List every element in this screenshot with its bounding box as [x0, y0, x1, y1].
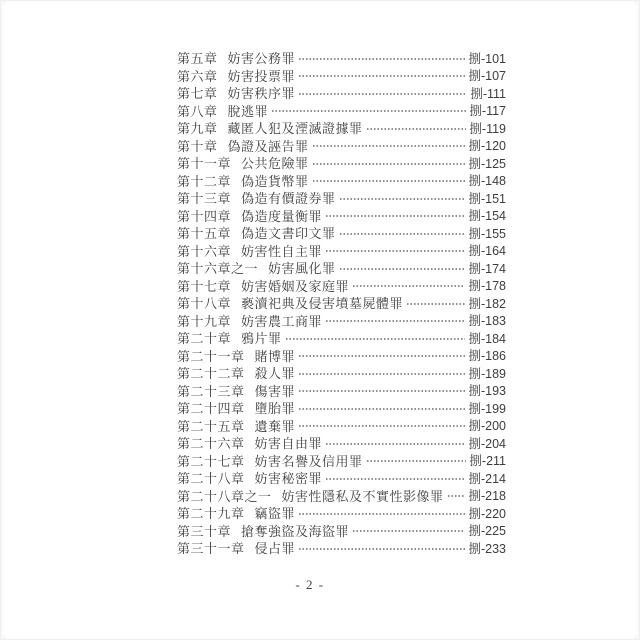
chapter-title: 偽造度量衡罪	[241, 208, 323, 224]
table-of-contents	[177, 49, 506, 557]
page-reference: 捌-220	[468, 506, 506, 521]
chapter-title: 脫逃罪	[227, 103, 269, 119]
page-reference: 捌-125	[468, 156, 506, 171]
toc-row	[177, 49, 506, 67]
chapter-number: 第六章	[177, 68, 218, 84]
toc-row	[177, 434, 506, 452]
dot-leader	[271, 105, 466, 117]
toc-row	[177, 294, 506, 312]
toc-row	[177, 452, 506, 470]
toc-row	[177, 242, 506, 260]
toc-row	[177, 382, 506, 400]
dot-leader	[298, 385, 465, 397]
toc-row	[177, 154, 506, 172]
dot-leader	[298, 543, 465, 555]
chapter-title: 偽造貨幣罪	[241, 173, 309, 189]
chapter-number: 第十七章	[177, 278, 232, 294]
toc-row	[177, 207, 506, 225]
chapter-number: 第十三章	[177, 191, 232, 207]
page-reference: 捌-186	[468, 349, 506, 364]
chapter-title: 賭博罪	[254, 348, 296, 364]
page-reference: 捌-155	[468, 226, 506, 241]
toc-row	[177, 522, 506, 540]
toc-row	[177, 539, 506, 557]
chapter-title: 妨害公務罪	[227, 51, 296, 67]
toc-row	[177, 172, 506, 190]
chapter-number: 第三十一章	[177, 541, 245, 557]
dot-leader	[312, 140, 466, 152]
toc-row	[177, 119, 506, 137]
dot-leader	[325, 210, 465, 222]
page-reference: 捌-117	[469, 104, 506, 119]
page-reference: 捌-214	[468, 471, 506, 486]
chapter-number: 第十一章	[177, 156, 232, 172]
chapter-title: 妨害名譽及信用罪	[254, 453, 363, 469]
chapter-number: 第二十一章	[177, 348, 245, 364]
footer-page-number: - 2 -	[295, 577, 325, 592]
chapter-title: 妨害秩序罪	[227, 86, 296, 102]
dot-leader	[339, 263, 466, 275]
chapter-number: 第八章	[177, 103, 218, 119]
dot-leader	[339, 228, 466, 240]
toc-row	[177, 84, 506, 102]
page-footer	[0, 577, 620, 593]
chapter-title: 妨害性隱私及不實性影像罪	[281, 488, 444, 504]
chapter-title: 藏匿人犯及湮滅證據罪	[227, 121, 363, 137]
page-reference: 捌-178	[468, 279, 506, 294]
toc-row	[177, 417, 506, 435]
page-reference: 捌-154	[468, 209, 506, 224]
toc-row	[177, 364, 506, 382]
chapter-title: 妨害秘密罪	[254, 471, 323, 487]
page-reference: 捌-200	[468, 419, 506, 434]
toc-row	[177, 347, 506, 365]
chapter-number: 第十五章	[177, 226, 232, 242]
chapter-title: 搶奪強盜及海盜罪	[241, 523, 350, 539]
dot-leader	[339, 193, 466, 205]
dot-leader	[285, 333, 466, 345]
toc-row	[177, 137, 506, 155]
chapter-title: 傷害罪	[254, 383, 296, 399]
dot-leader	[406, 298, 465, 310]
chapter-title: 偽造文書印文罪	[241, 226, 336, 242]
chapter-title: 竊盜罪	[254, 506, 296, 522]
page-reference: 捌-151	[468, 191, 506, 206]
chapter-number: 第二十六章	[177, 436, 245, 452]
dot-leader	[298, 508, 465, 520]
chapter-title: 偽證及誣告罪	[227, 138, 309, 154]
chapter-title: 殺人罪	[254, 366, 296, 382]
toc-row	[177, 259, 506, 277]
page-reference: 捌-233	[468, 541, 506, 556]
dot-leader	[447, 490, 466, 502]
chapter-number: 第三十章	[177, 523, 232, 539]
chapter-number: 第二十八章之一	[177, 488, 272, 504]
chapter-number: 第十八章	[177, 296, 232, 312]
dot-leader	[312, 158, 466, 170]
page-reference: 捌-120	[468, 139, 506, 154]
chapter-number: 第二十九章	[177, 506, 245, 522]
page-reference: 捌-204	[468, 436, 506, 451]
dot-leader	[352, 280, 465, 292]
toc-row	[177, 102, 506, 120]
page-reference: 捌-101	[468, 51, 506, 66]
toc-row	[177, 504, 506, 522]
chapter-title: 遺棄罪	[254, 418, 296, 434]
chapter-number: 第十四章	[177, 208, 232, 224]
chapter-number: 第二十二章	[177, 366, 245, 382]
chapter-number: 第二十七章	[177, 453, 245, 469]
page-reference: 捌-193	[468, 384, 506, 399]
chapter-number: 第十六章	[177, 243, 232, 259]
toc-row	[177, 329, 506, 347]
chapter-number: 第二十五章	[177, 418, 245, 434]
chapter-number: 第二十三章	[177, 383, 245, 399]
page-reference: 捌-199	[468, 401, 506, 416]
dot-leader	[312, 175, 466, 187]
toc-row	[177, 399, 506, 417]
chapter-number: 第十章	[177, 138, 218, 154]
toc-row	[177, 487, 506, 505]
chapter-number: 第九章	[177, 121, 218, 137]
dot-leader	[298, 350, 465, 362]
chapter-title: 鴉片罪	[241, 331, 282, 347]
toc-row	[177, 277, 506, 295]
page-reference: 捌-189	[468, 366, 506, 381]
chapter-title: 褻瀆祀典及侵害墳墓屍體罪	[241, 296, 404, 312]
chapter-title: 妨害性自主罪	[241, 243, 323, 259]
page-reference: 捌-148	[468, 174, 506, 189]
toc-row	[177, 67, 506, 85]
page-reference: 捌-225	[468, 524, 506, 539]
page-reference: 捌-211	[469, 454, 506, 469]
page-reference: 捌-174	[468, 261, 506, 276]
dot-leader	[325, 315, 465, 327]
page-reference: 捌-119	[469, 121, 506, 136]
toc-row	[177, 224, 506, 242]
dot-leader	[298, 53, 465, 65]
page-reference: 捌-164	[468, 244, 506, 259]
chapter-title: 妨害農工商罪	[241, 313, 323, 329]
dot-leader	[366, 123, 467, 135]
page-reference: 捌-107	[468, 69, 506, 84]
dot-leader	[298, 403, 465, 415]
chapter-number: 第十九章	[177, 313, 232, 329]
chapter-number: 第十六章之一	[177, 261, 259, 277]
dot-leader	[325, 245, 465, 257]
dot-leader	[298, 70, 465, 82]
chapter-number: 第十二章	[177, 173, 232, 189]
toc-row	[177, 469, 506, 487]
page-reference: 捌-184	[468, 331, 506, 346]
dot-leader	[352, 525, 465, 537]
page-reference: 捌-183	[468, 314, 506, 329]
chapter-title: 妨害投票罪	[227, 68, 296, 84]
chapter-number: 第五章	[177, 51, 218, 67]
dot-leader	[298, 88, 467, 100]
toc-row	[177, 312, 506, 330]
chapter-number: 第七章	[177, 86, 218, 102]
chapter-title: 侵占罪	[254, 541, 296, 557]
chapter-title: 妨害自由罪	[254, 436, 323, 452]
dot-leader	[366, 455, 467, 467]
dot-leader	[298, 368, 465, 380]
chapter-number: 第二十八章	[177, 471, 245, 487]
dot-leader	[325, 473, 465, 485]
dot-leader	[325, 438, 465, 450]
chapter-title: 妨害風化罪	[268, 261, 336, 277]
chapter-title: 公共危險罪	[241, 156, 309, 172]
page-reference: 捌-182	[468, 296, 506, 311]
chapter-title: 墮胎罪	[254, 401, 296, 417]
chapter-number: 第二十四章	[177, 401, 245, 417]
page-reference: 捌-218	[468, 489, 506, 504]
dot-leader	[298, 420, 465, 432]
chapter-number: 第二十章	[177, 331, 232, 347]
page-reference: 捌-111	[470, 86, 506, 101]
toc-row	[177, 189, 506, 207]
chapter-title: 妨害婚姻及家庭罪	[241, 278, 350, 294]
chapter-title: 偽造有價證券罪	[241, 191, 336, 207]
